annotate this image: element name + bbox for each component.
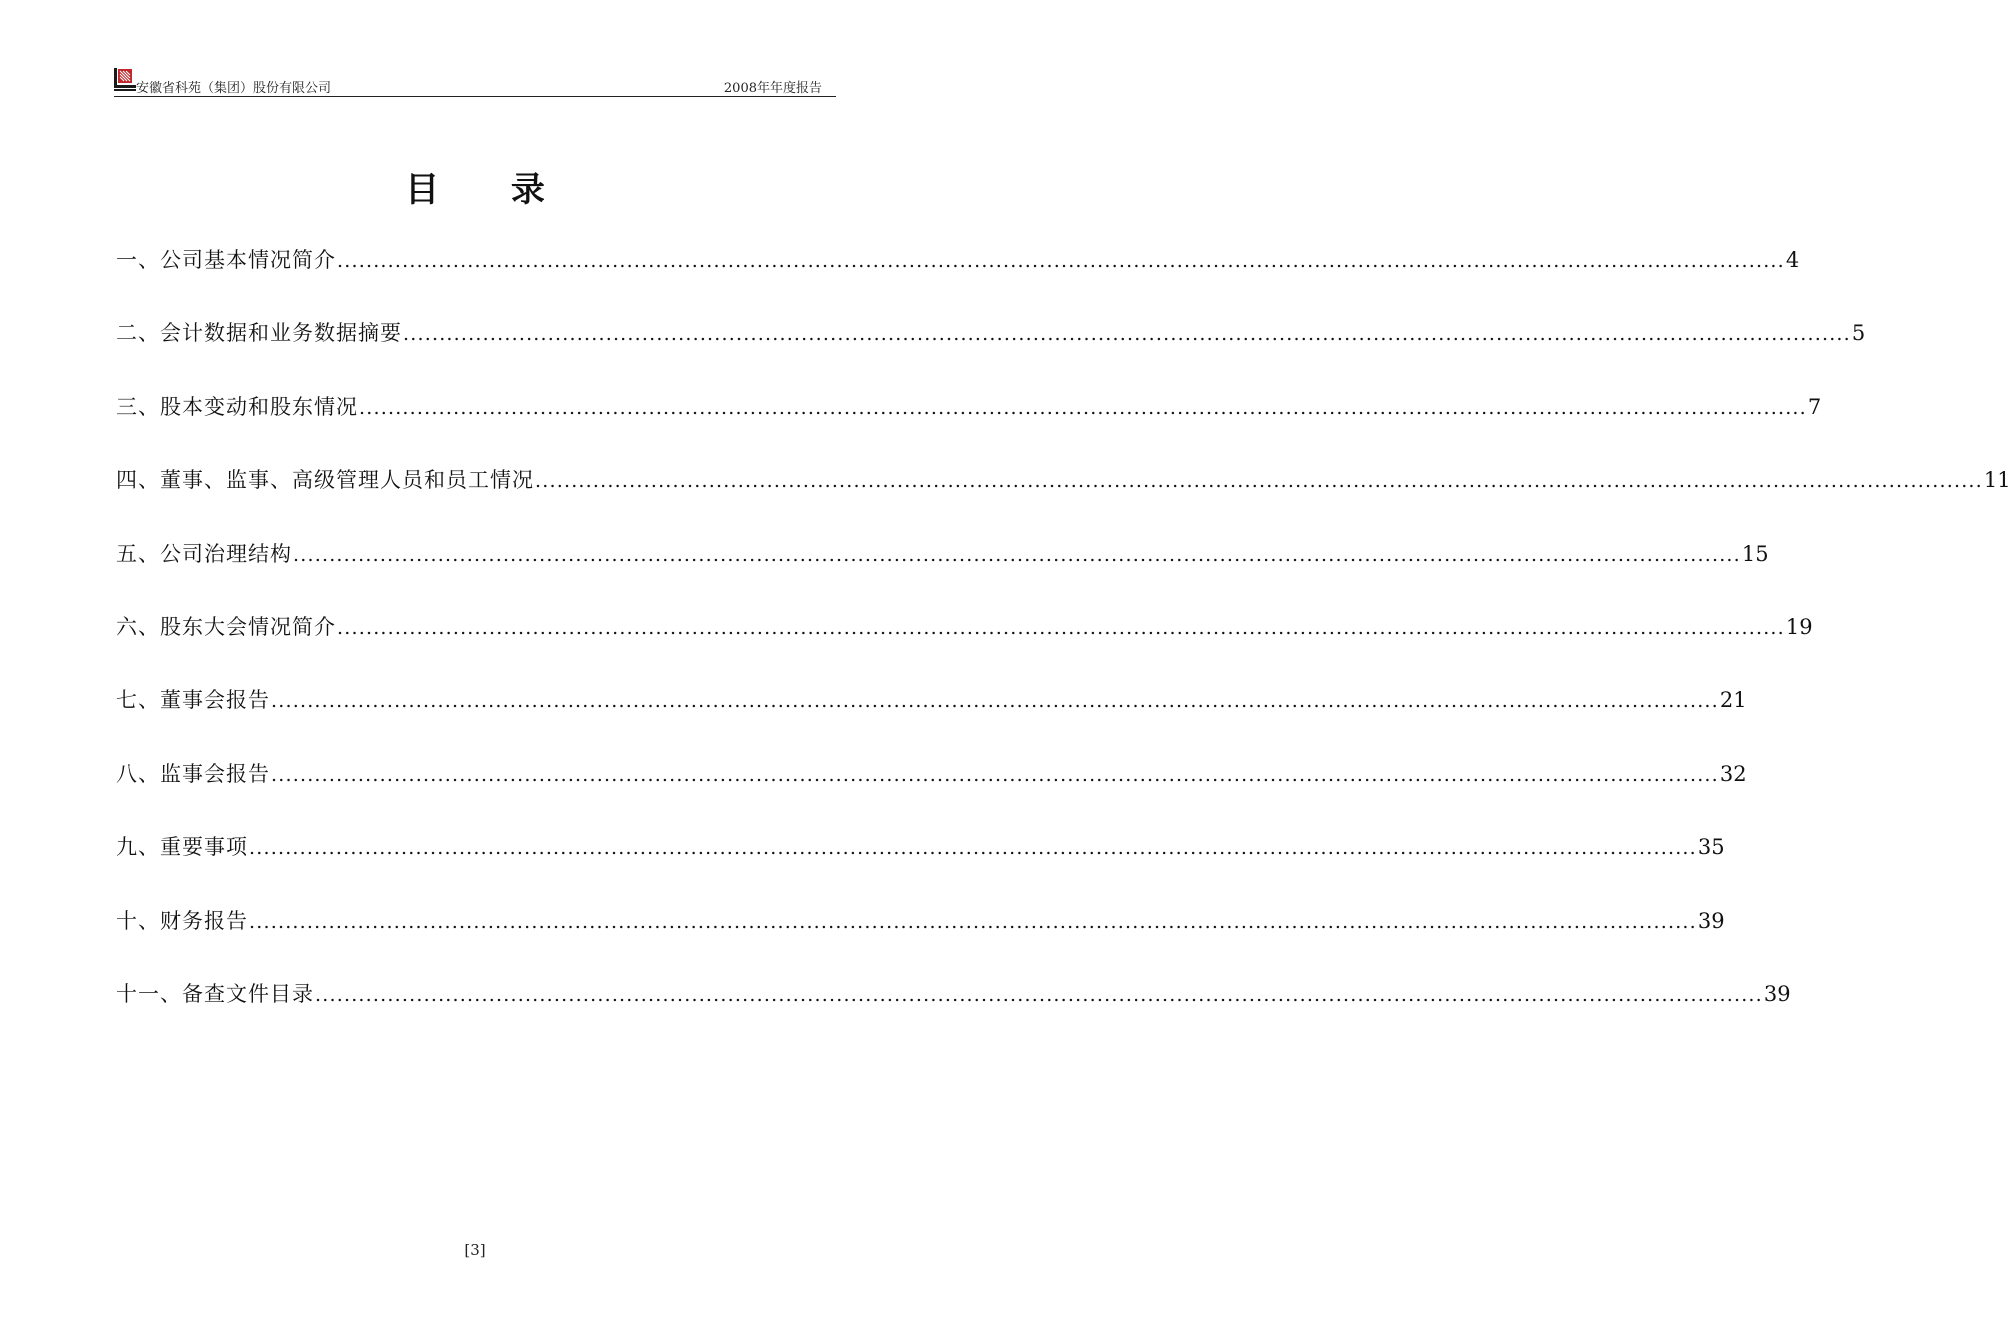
page-header [114,66,836,97]
toc-item-label: 一、公司基本情况简介 [116,248,336,272]
toc-title: 目 录 [405,170,575,210]
toc-item-4[interactable] [116,464,2011,537]
toc-item-page: 39 [1697,908,1725,933]
toc-item-page: 35 [1697,835,1725,860]
toc-item-6[interactable] [116,611,1813,684]
toc-item-1[interactable] [116,244,1800,317]
company-logo-icon [114,67,136,93]
toc-item-page: 19 [1785,614,1813,639]
toc-item-label: 十一、备查文件目录 [116,981,314,1006]
toc-item-label: 四、董事、监事、高级管理人员和员工情况 [116,468,534,493]
toc-item-page: 32 [1719,761,1747,786]
toc-item-page: 4 [1785,248,1800,272]
toc-item-10[interactable] [116,905,1725,978]
page-number: [3] [464,1241,486,1259]
toc-item-label: 七、董事会报告 [116,688,270,713]
toc-item-page: 11 [1983,468,2011,493]
toc-item-8[interactable] [116,758,1747,831]
toc-item-label: 十、财务报告 [116,908,248,933]
toc-leader-dots: ........................................................................................................................................................................................................ [315,983,1763,1006]
toc-item-label: 三、股本变动和股东情况 [116,394,358,419]
toc-leader-dots: ........................................................................................................................................................................................................ [293,543,1741,566]
toc-item-7[interactable] [116,684,1747,757]
toc-leader-dots: ........................................................................................................................................................................................................ [271,690,1719,713]
toc-item-9[interactable] [116,831,1725,904]
toc-item-3[interactable] [116,391,1822,464]
toc-leader-dots: ........................................................................................................................................................................................................ [271,763,1719,786]
toc-item-label: 五、公司治理结构 [116,541,292,566]
toc-leader-dots: ........................................................................................................................................................................................................ [535,470,1983,493]
toc-item-label: 八、监事会报告 [116,761,270,786]
toc-leader-dots: ........................................................................................................................................................................................................ [249,837,1697,860]
toc-item-label: 六、股东大会情况简介 [116,614,336,639]
toc-leader-dots: ........................................................................................................................................................................................................ [337,250,1785,272]
toc-item-page: 21 [1719,688,1747,713]
toc-leader-dots: ........................................................................................................................................................................................................ [249,910,1697,933]
toc-item-page: 15 [1741,541,1769,566]
toc-leader-dots: ........................................................................................................................................................................................................ [403,323,1851,346]
toc-leader-dots: ........................................................................................................................................................................................................ [337,616,1785,639]
toc-item-page: 5 [1851,321,1866,346]
report-title: 2008年年度报告 [723,81,822,96]
table-of-contents [116,244,2011,1051]
toc-leader-dots: ........................................................................................................................................................................................................ [359,396,1807,419]
toc-item-page: 7 [1807,394,1822,419]
toc-item-5[interactable] [116,538,1769,611]
toc-item-2[interactable] [116,317,1866,390]
company-name: 安徽省科苑（集团）股份有限公司 [136,81,332,96]
toc-item-label: 九、重要事项 [116,835,248,860]
toc-item-page: 39 [1763,981,1791,1006]
toc-item-11[interactable] [116,978,1791,1051]
toc-item-label: 二、会计数据和业务数据摘要 [116,321,402,346]
